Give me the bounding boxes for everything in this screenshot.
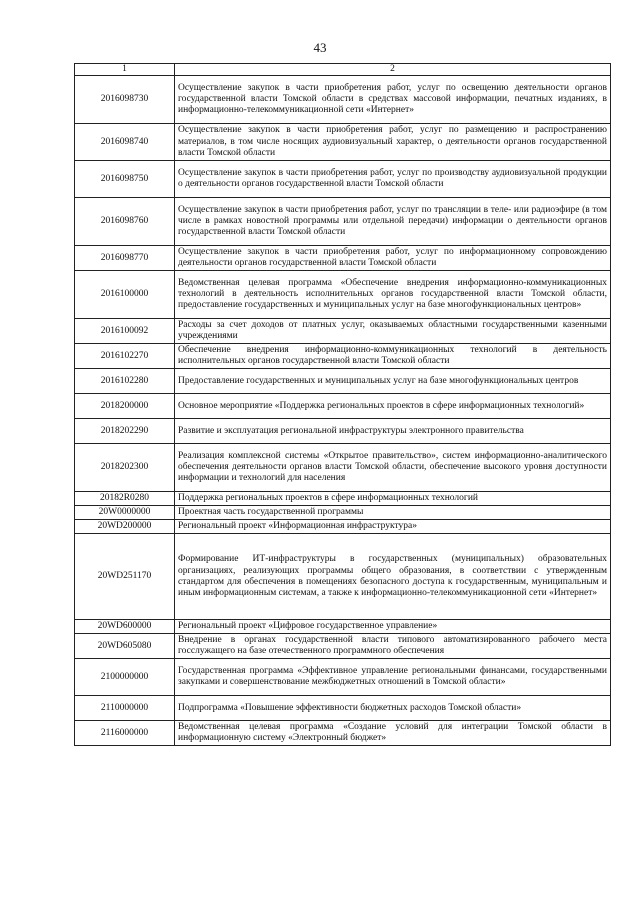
row-description: Обеспечение внедрения информационно-коммуникационных технологий в деятельность исполнительных органов государственной власти Томской области <box>175 344 611 369</box>
row-code: 20W0000000 <box>75 506 175 520</box>
row-code: 2016098770 <box>75 246 175 271</box>
row-description: Формирование ИТ-инфраструктуры в государственных (муниципальных) образовательных организациях, реализующих программы общего образования, в соответствии с утвержденным стандартом для обеспечения в помещениях безопасного доступа к государственным, муниципальным и иным информационным системам, а также к информационно-телекоммуникационной сети «Интернет» <box>175 534 611 620</box>
table-row <box>75 271 611 319</box>
row-description: Внедрение в органах государственной власти типового автоматизированного рабочего места госслужащего на базе отечественного программного обеспечения <box>175 634 611 659</box>
table-row <box>75 696 611 721</box>
table-row <box>75 124 611 161</box>
row-description: Региональный проект «Цифровое государственное управление» <box>175 620 611 634</box>
row-code: 20WD200000 <box>75 520 175 534</box>
row-code: 2016100000 <box>75 271 175 319</box>
row-code: 2016102280 <box>75 369 175 394</box>
table-row <box>75 534 611 620</box>
row-description: Осуществление закупок в части приобретения работ, услуг по трансляции в теле- или радиоэфире (в том числе в рамках новостной программы или отдельной передачи) информации о деятельности органов государственной власти Томской области <box>175 198 611 246</box>
table-row <box>75 620 611 634</box>
row-code: 20WD600000 <box>75 620 175 634</box>
column-header-code: 1 <box>75 64 175 76</box>
row-description: Подпрограмма «Повышение эффективности бюджетных расходов Томской области» <box>175 696 611 721</box>
page-number: 43 <box>313 40 327 55</box>
row-description: Основное мероприятие «Поддержка региональных проектов в сфере информационных технологий» <box>175 394 611 419</box>
row-description: Развитие и эксплуатация региональной инфраструктуры электронного правительства <box>175 419 611 444</box>
row-description: Расходы за счет доходов от платных услуг, оказываемых областными государственными казенными учреждениями <box>175 319 611 344</box>
row-description: Ведомственная целевая программа «Создание условий для интеграции Томской области в информационную систему «Электронный бюджет» <box>175 721 611 746</box>
table-row <box>75 419 611 444</box>
row-code: 2016098740 <box>75 124 175 161</box>
row-code: 20182R0280 <box>75 492 175 506</box>
table-header-row <box>75 64 611 76</box>
row-code: 2016098750 <box>75 161 175 198</box>
budget-classification-table <box>74 63 611 746</box>
row-description: Государственная программа «Эффективное управление региональными финансами, государственными закупками и совершенствование межбюджетных отношений в Томской области» <box>175 659 611 696</box>
row-code: 2100000000 <box>75 659 175 696</box>
row-code: 2016098760 <box>75 198 175 246</box>
table-row <box>75 394 611 419</box>
row-description: Осуществление закупок в части приобретения работ, услуг по освещению деятельности органов государственной власти Томской области в средствах массовой информации, печатных изданиях, в информационно-телекоммуникационной сети «Интернет» <box>175 76 611 124</box>
row-code: 2016098730 <box>75 76 175 124</box>
column-header-name: 2 <box>175 64 611 76</box>
table-row <box>75 198 611 246</box>
row-code: 2016100092 <box>75 319 175 344</box>
row-code: 2016102270 <box>75 344 175 369</box>
table-row <box>75 246 611 271</box>
row-description: Осуществление закупок в части приобретения работ, услуг по производству аудиовизуальной продукции о деятельности органов государственной власти Томской области <box>175 161 611 198</box>
table-row <box>75 492 611 506</box>
row-description: Региональный проект «Информационная инфраструктура» <box>175 520 611 534</box>
table-row <box>75 721 611 746</box>
row-description: Осуществление закупок в части приобретения работ, услуг по информационному сопровождению деятельности органов государственной власти Томской области <box>175 246 611 271</box>
table-row <box>75 344 611 369</box>
row-description: Осуществление закупок в части приобретения работ, услуг по размещению и распространению материалов, в том числе носящих аудиовизуальный характер, о деятельности органов государственной власти Томской области <box>175 124 611 161</box>
row-code: 2018202290 <box>75 419 175 444</box>
table-row <box>75 319 611 344</box>
row-code: 2018202300 <box>75 444 175 492</box>
row-code: 20WD251170 <box>75 534 175 620</box>
row-description: Предоставление государственных и муниципальных услуг на базе многофункциональных центров <box>175 369 611 394</box>
table-row <box>75 161 611 198</box>
row-description: Поддержка региональных проектов в сфере информационных технологий <box>175 492 611 506</box>
table-row <box>75 520 611 534</box>
row-code: 2018200000 <box>75 394 175 419</box>
row-description: Ведомственная целевая программа «Обеспечение внедрения информационно-коммуникационных технологий в деятельность исполнительных органов государственной власти Томской области, предоставление государственных и муниципальных услуг на базе многофункциональных центров» <box>175 271 611 319</box>
table-row <box>75 76 611 124</box>
row-description: Реализация комплексной системы «Открытое правительство», систем информационно-аналитического обеспечения деятельности органов власти Томской области, обеспечение высокого уровня доступности информации и технологий для населения <box>175 444 611 492</box>
row-description: Проектная часть государственной программы <box>175 506 611 520</box>
table-row <box>75 444 611 492</box>
table-row <box>75 634 611 659</box>
row-code: 2116000000 <box>75 721 175 746</box>
row-code: 20WD605080 <box>75 634 175 659</box>
table-row <box>75 369 611 394</box>
row-code: 2110000000 <box>75 696 175 721</box>
table-row <box>75 659 611 696</box>
table-row <box>75 506 611 520</box>
